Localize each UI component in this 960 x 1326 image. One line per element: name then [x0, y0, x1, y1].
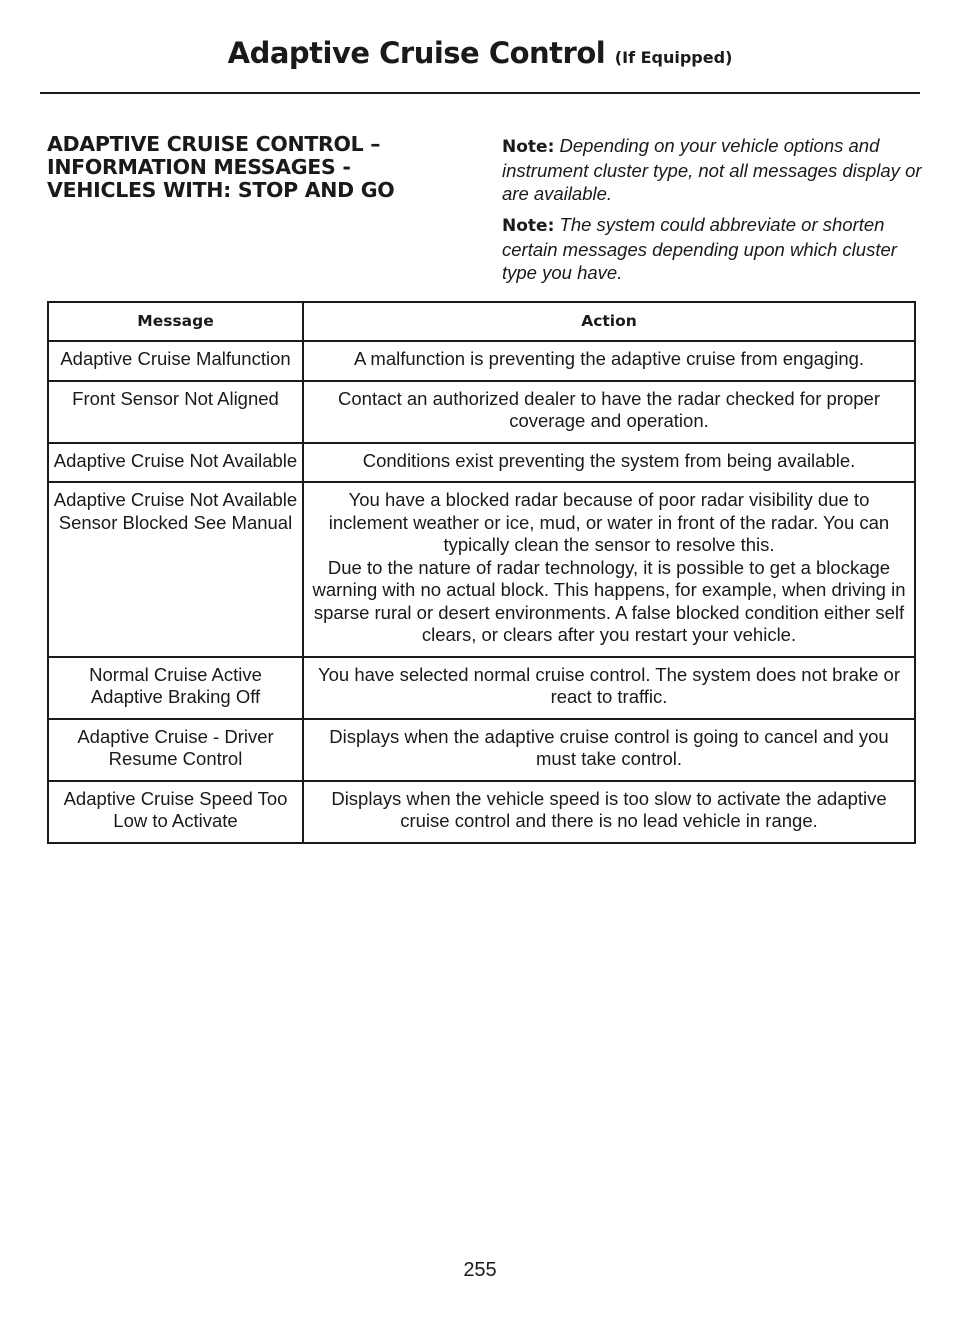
- messages-table: [47, 301, 916, 844]
- page-title: Adaptive Cruise Control: [227, 36, 606, 70]
- message-cell: Adaptive Cruise Speed Too Low to Activate: [48, 781, 303, 843]
- action-cell: [303, 657, 915, 719]
- message-cell: Adaptive Cruise - Driver Resume Control: [48, 719, 303, 781]
- action-cell: [303, 341, 915, 381]
- message-cell: Normal Cruise Active Adaptive Braking Off: [48, 657, 303, 719]
- action-cell: [303, 719, 915, 781]
- page-header: [0, 36, 960, 70]
- action-text: Due to the nature of radar technology, it is possible to get a blockage warning with no actual block. This happens, for example, when driving in sparse rural or desert environments. A false blocked condition either self clears, or clears after you restart your vehicle.: [312, 556, 906, 645]
- table-row: [48, 443, 915, 483]
- action-cell: [303, 781, 915, 843]
- message-cell: Adaptive Cruise Not Available Sensor Blocked See Manual: [48, 482, 303, 657]
- notes-block: [502, 134, 922, 292]
- action-cell: [303, 381, 915, 443]
- action-text: You have a blocked radar because of poor radar visibility due to inclement weather or ice, mud, or water in front of the radar. You can typically clean the sensor to resolve this.: [328, 489, 890, 555]
- action-cell: [303, 482, 915, 657]
- section-heading-line: VEHICLES WITH: STOP AND GO: [47, 178, 395, 202]
- page-number: 255: [463, 1259, 497, 1281]
- message-cell: Front Sensor Not Aligned: [48, 381, 303, 443]
- table-row: [48, 482, 915, 657]
- table-row: [48, 781, 915, 843]
- action-text: You have selected normal cruise control. The system does not brake or react to traffic.: [317, 663, 901, 707]
- note-label: Note:: [502, 216, 555, 236]
- section-heading-line: ADAPTIVE CRUISE CONTROL –: [47, 132, 381, 156]
- section-heading-line: INFORMATION MESSAGES -: [47, 155, 351, 179]
- table-header-row: [48, 302, 915, 341]
- column-header-message: Message: [48, 302, 303, 341]
- action-cell: [303, 443, 915, 483]
- table-row: [48, 657, 915, 719]
- table-row: [48, 381, 915, 443]
- action-text: Conditions exist preventing the system from being available.: [362, 449, 856, 471]
- note-label: Note:: [502, 137, 555, 157]
- action-text: A malfunction is preventing the adaptive cruise from engaging.: [353, 348, 865, 369]
- message-cell: Adaptive Cruise Not Available: [48, 443, 303, 483]
- section-heading: [47, 133, 457, 202]
- action-text: Displays when the adaptive cruise control is going to cancel and you must take control.: [329, 725, 889, 769]
- note-text: The system could abbreviate or shorten certain messages depending upon which cluster type you have.: [502, 214, 897, 283]
- note: [502, 134, 922, 205]
- note: [502, 213, 922, 284]
- table-row: [48, 341, 915, 381]
- action-text: Contact an authorized dealer to have the radar checked for proper coverage and operation.: [338, 387, 880, 431]
- header-divider: [40, 92, 920, 94]
- message-cell: Adaptive Cruise Malfunction: [48, 341, 303, 381]
- page-subtitle: (If Equipped): [614, 48, 733, 67]
- table-row: [48, 719, 915, 781]
- column-header-action: Action: [303, 302, 915, 341]
- action-text: Displays when the vehicle speed is too slow to activate the adaptive cruise control and there is no lead vehicle in range.: [331, 787, 887, 831]
- note-text: Depending on your vehicle options and instrument cluster type, not all messages display or are available.: [502, 135, 922, 204]
